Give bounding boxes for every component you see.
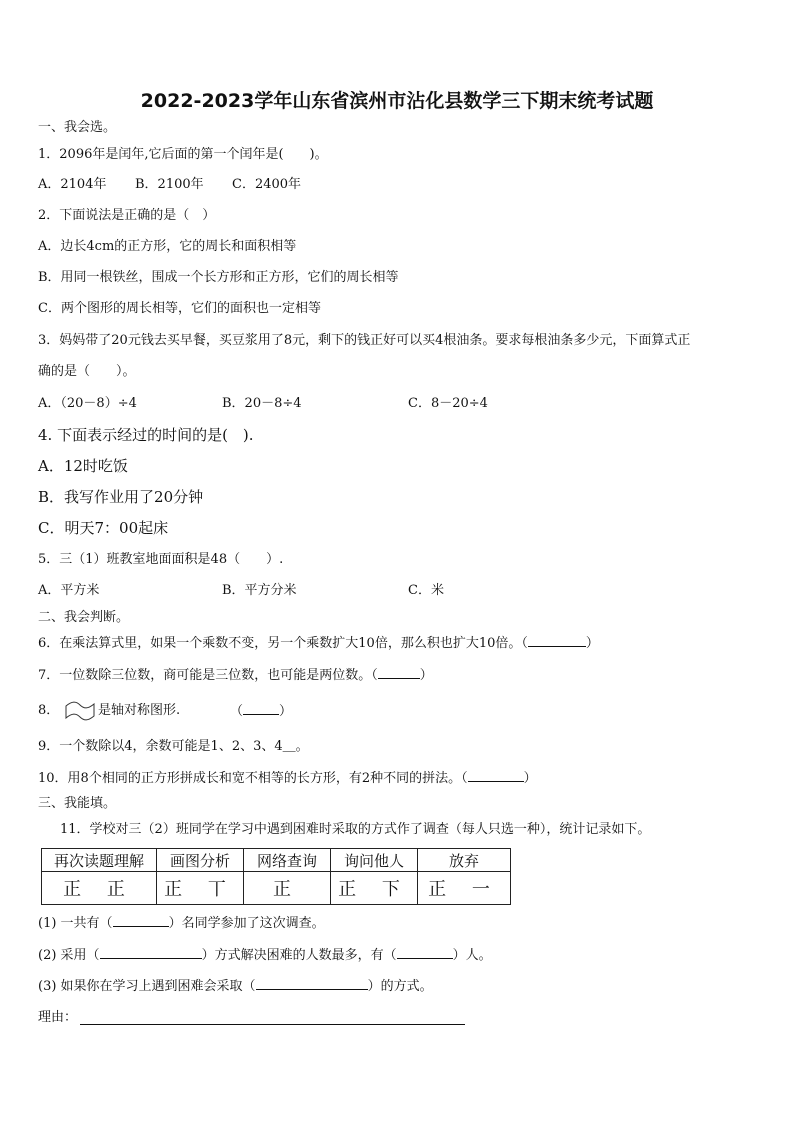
q3-option-a: A．（20－8）÷4: [38, 396, 137, 411]
question-3-line-1: 3．妈妈带了20元钱去买早餐，买豆浆用了8元，剩下的钱正好可以买4根油条。要求每根油条多少元，下面算式正: [38, 333, 691, 348]
q5-option-a: A．平方米: [38, 583, 100, 598]
tally-header: 网络查询: [244, 849, 331, 872]
tally-marks: 正 一: [418, 872, 511, 905]
q11-part-3-b: ）的方式。: [367, 979, 433, 994]
q11-part-2-a: (2) 采用（: [38, 948, 100, 963]
q11-part-1: [38, 914, 325, 933]
q10-answer-blank[interactable]: [468, 769, 524, 782]
question-8-text: 是轴对称图形.: [98, 703, 181, 718]
section-heading-1: 一、我会选。: [38, 120, 117, 135]
q5-option-b: B．平方分米: [222, 583, 297, 598]
question-8-number: 8．: [38, 703, 60, 718]
question-7-text: 7．一位数除三位数，商可能是三位数，也可能是两位数。（: [38, 668, 378, 683]
q1-option-b: B．2100年: [135, 177, 204, 192]
flag-shape-figure: [64, 700, 96, 722]
question-2: 2．下面说法是正确的是（ ）: [38, 208, 216, 223]
q3-option-c: C．8－20÷4: [408, 396, 488, 411]
q11-part-2: [38, 946, 492, 965]
tally-header: 画图分析: [157, 849, 244, 872]
tally-marks: 正: [244, 872, 331, 905]
q7-answer-blank[interactable]: [378, 666, 420, 679]
q3-option-b: B．20－8÷4: [222, 396, 302, 411]
tally-header: 询问他人: [331, 849, 418, 872]
tally-marks: 正 下: [331, 872, 418, 905]
question-6-text: 6．在乘法算式里，如果一个乘数不变，另一个乘数扩大10倍，那么积也扩大10倍。（: [38, 636, 528, 651]
question-6-close: ）: [585, 636, 599, 651]
question-10-close: ）: [523, 771, 537, 786]
tally-header: 再次读题理解: [42, 849, 157, 872]
q1-option-a: A．2104年: [38, 177, 107, 192]
question-8-close: ）: [279, 704, 293, 719]
q4-option-b: B．我写作业用了20分钟: [38, 488, 204, 506]
question-3-line-2: 确的是（ ）。: [38, 364, 136, 379]
section-heading-3: 三、我能填。: [38, 796, 117, 811]
q11-part-1-blank[interactable]: [113, 914, 169, 927]
question-10: [38, 769, 537, 788]
q11-part-3-a: (3) 如果你在学习上遇到困难会采取（: [38, 979, 256, 994]
q4-option-c: C．明天7：00起床: [38, 519, 169, 537]
q11-part-3-blank[interactable]: [256, 977, 368, 990]
q2-option-b: B．用同一根铁丝，围成一个长方形和正方形，它们的周长相等: [38, 270, 399, 285]
q11-part-2-c: ）人。: [452, 948, 492, 963]
question-5: 5．三（1）班教室地面面积是48（ ）.: [38, 552, 284, 567]
question-4: 4. 下面表示经过的时间的是( ).: [38, 426, 254, 444]
tally-header: 放弃: [418, 849, 511, 872]
section-heading-2: 二、我会判断。: [38, 610, 130, 625]
question-10-text: 10．用8个相同的正方形拼成长和宽不相等的长方形，有2种不同的拼法。（: [38, 771, 468, 786]
q2-option-c: C．两个图形的周长相等，它们的面积也一定相等: [38, 301, 321, 316]
tally-table: [41, 848, 511, 905]
q5-option-c: C．米: [408, 583, 444, 598]
q11-part-3: [38, 977, 433, 996]
q11-part-1-a: (1) 一共有（: [38, 916, 113, 931]
q11-part-2-blank-count[interactable]: [397, 946, 453, 959]
reason-label: 理由：: [38, 1010, 78, 1025]
q8-answer-blank[interactable]: [243, 702, 279, 715]
q6-answer-blank[interactable]: [528, 634, 586, 647]
reason-answer-line[interactable]: [80, 1024, 465, 1025]
q4-option-a: A．12时吃饭: [38, 457, 128, 475]
q11-part-2-b: ）方式解决困难的人数最多，有（: [201, 948, 397, 963]
question-6: [38, 634, 599, 653]
question-7-close: ）: [419, 668, 433, 683]
q11-part-2-blank-method[interactable]: [100, 946, 202, 959]
q11-part-1-b: ）名同学参加了这次调查。: [168, 916, 325, 931]
tally-marks: 正 正: [42, 872, 157, 905]
question-1: 1．2096年是闰年,它后面的第一个闰年是( )。: [38, 147, 328, 162]
q1-option-c: C．2400年: [232, 177, 302, 192]
tally-marks: 正 丅: [157, 872, 244, 905]
question-7: [38, 666, 433, 685]
question-8-answer: [230, 702, 292, 721]
question-11: 11．学校对三（2）班同学在学习中遇到困难时采取的方式作了调查（每人只选一种），统计记录如下。: [60, 822, 651, 837]
q2-option-a: A．边长4cm的正方形，它的周长和面积相等: [38, 239, 297, 254]
question-9: 9．一个数除以4，余数可能是1、2、3、4＿。: [38, 739, 309, 754]
question-8-open: （: [230, 704, 244, 719]
page-title: 2022-2023学年山东省滨州市沾化县数学三下期末统考试题: [140, 90, 654, 112]
